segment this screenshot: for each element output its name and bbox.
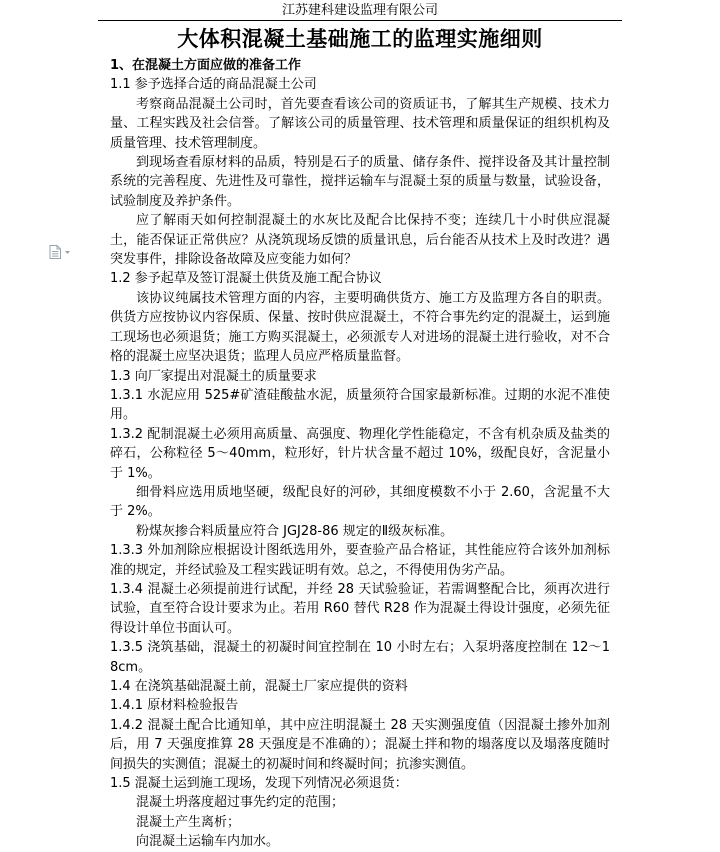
subsection-paragraph: 1.4 在浇筑基础混凝土前，混凝土厂家应提供的资料: [110, 679, 408, 694]
body-paragraph: 考察商品混凝土公司时，首先要查看该公司的资质证书，了解其生产规模、技术力量、工程实践及社会信誉。了解该公司的质量管理、技术管理和质量保证的组织机构及质量管理、技术管理制度。: [110, 96, 610, 151]
document-dropdown-icon[interactable]: [48, 244, 74, 258]
subsection-paragraph: 1.4.2 混凝土配合比通知单，其中应注明混凝土 28 天实测强度值（因混凝土掺外加剂后，用 7 天强度推算 28 天强度是不准确的）；混凝土拌和物的塌落度以及塌落度随时间损失的实测值；混凝土的初凝时间和终凝时间；抗渗实测值。: [110, 717, 610, 772]
document-body: [110, 56, 610, 852]
body-paragraph: 应了解雨天如何控制混凝土的水灰比及配合比保持不变；连续几十小时供应混凝土，能否保证正常供应？从浇筑现场反馈的质量讯息，后台能否从技术上及时改进？遇突发事件，排除设备故障及应变能力如何？: [110, 213, 610, 268]
body-paragraph: 到现场查看原材料的品质，特别是石子的质量、储存条件、搅拌设备及其计量控制系统的完善程度、先进性及可靠性，搅拌运输车与混凝土泵的质量与数量，试验设备，试验制度及养护条件。: [110, 155, 610, 209]
subsection-paragraph: 1.1 参予选择合适的商品混凝土公司: [110, 77, 317, 93]
list-item: 向混凝土运输车内加水。: [136, 834, 280, 850]
document-title: 大体积混凝土基础施工的监理实施细则: [177, 26, 543, 51]
subsection-paragraph: 1.3.4 混凝土必须提前进行试配，并经 28 天试验验证，若需调整配合比，须再次进行试验，直至符合设计要求为止。若用 R60 替代 R28 作为混凝土得设计强度，必须先征得设计单位书面认可。: [110, 581, 610, 636]
subsection-paragraph: 1.3.2 配制混凝土必须用高质量、高强度、物理化学性能稳定，不含有机杂质及盐类的碎石，公称粒径 5～40mm，粒形好，针片状含量不超过 10%，级配良好，含泥量小于 1%。: [110, 426, 610, 481]
subsection-paragraph: 1.3.3 外加剂除应根据设计图纸选用外，要查验产品合格证，其性能应符合该外加剂标准的规定，并经试验及工程实践证明有效。总之，不得使用伪劣产品。: [110, 543, 610, 578]
subsection-paragraph: 1.2 参予起草及签订混凝土供货及施工配合协议: [110, 271, 382, 287]
subsection-paragraph: 1.3.5 浇筑基础，混凝土的初凝时间宜控制在 10 小时左右；入泵坍落度控制在 12～18cm。: [110, 640, 610, 675]
document-icon: [48, 245, 74, 259]
subsection-paragraph: 1.5 混凝土运到施工现场，发现下列情况必须退货：: [110, 776, 408, 792]
section-heading: 1、在混凝土方面应做的准备工作: [110, 58, 302, 73]
header-divider: [98, 20, 622, 21]
subsection-paragraph: 1.3.1 水泥应用 525#矿渣硅酸盐水泥，质量须符合国家最新标准。过期的水泥不准使用。: [110, 387, 610, 423]
body-paragraph: 细骨料应选用质地坚硬，级配良好的河砂，其细度模数不小于 2.60，含泥量不大于 2%。: [110, 484, 610, 520]
header-company-name: 江苏建科建设监理有限公司: [281, 3, 438, 18]
subsection-paragraph: 1.4.1 原材料检验报告: [110, 698, 239, 714]
list-item: 混凝土坍落度超过事先约定的范围；: [136, 795, 345, 811]
subsection-paragraph: 1.3 向厂家提出对混凝土的质量要求: [110, 368, 317, 384]
list-item: 混凝土产生离析；: [136, 814, 241, 830]
body-paragraph: 该协议纯属技术管理方面的内容，主要明确供货方、施工方及监理方各自的职责。供货方应按协议内容保质、保量、按时供应混凝土，不符合事先约定的混凝土，运到施工现场也必须退货；施工方购买混凝土，必须派专人对进场的混凝土进行验收，对不合格的混凝土应坚决退货；监理人员应严格质量监督。: [110, 290, 610, 365]
body-paragraph: 粉煤灰掺合料质量应符合 JGJ28-86 规定的Ⅱ级灰标准。: [136, 523, 454, 539]
